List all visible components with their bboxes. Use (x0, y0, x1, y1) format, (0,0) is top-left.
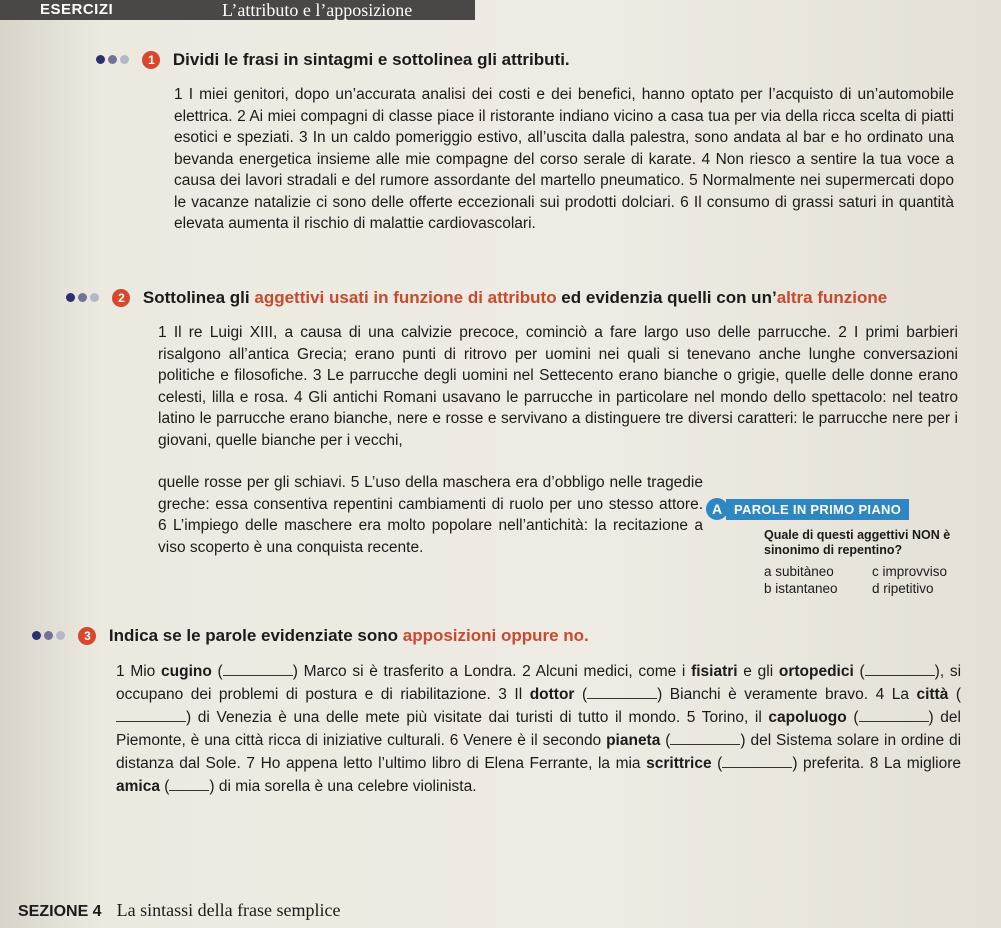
option-c[interactable]: c improvviso (872, 564, 948, 579)
exercise-number: 1 (142, 51, 160, 69)
box-letter: A (706, 498, 728, 520)
option-d[interactable]: d ripetitivo (872, 581, 934, 596)
exercise-1-text: 1 I miei genitori, dopo un’accurata analisi dei costi e dei benefici, hanno optato per l’acquisto di un’automobile elettrica. 2 Ai miei compagni di classe piace il ristorante indiano vicino a casa tua per via della ricca scelta di piatti esotici e speziati. 3 In un caldo pomeriggio estivo, all’uscita dalla palestra, sono andata al bar e ho ordinato una bevanda energetica insieme alle mie compagne del corso serale di karate. 4 Non riesco a sentire la tua voce a causa dei lavori stradali e del rumore assordante del martello pneumatico. 5 Normalmente nei supermercati dopo le vacanze natalizie ci sono delle offerte eccezionali sui prodotti dolciari. 6 Il consumo di grassi saturi in quantità elevata aumenta il rischio di malattie cardiovascolari. (174, 86, 954, 232)
exercise-3-heading (32, 626, 589, 646)
exercise-number: 2 (112, 289, 130, 307)
section-label: SEZIONE 4 (18, 903, 102, 920)
section-footer (18, 900, 341, 921)
header-bar (0, 0, 475, 20)
words-box (706, 498, 956, 596)
difficulty-dots (66, 289, 102, 307)
option-b[interactable]: b istantaneo (764, 581, 838, 596)
header-tag: ESERCIZI (40, 1, 114, 18)
answer-blank[interactable] (169, 776, 209, 791)
answer-blank[interactable] (865, 661, 935, 676)
box-question: Quale di questi aggettivi NON è sinonimo di repentino? (764, 528, 951, 557)
exercise-title: Sottolinea gli aggettivi usati in funzione di attributo ed evidenzia quelli con un’altra funzione (142, 288, 888, 307)
exercise-title: Dividi le frasi in sintagmi e sottolinea gli attributi. (172, 50, 570, 69)
box-options (764, 564, 956, 596)
exercise-3-text: 1 Mio cugino ( ) Marco si è trasferito a Londra. 2 Alcuni medici, come i fisiatri e gli ortopedici ( ), si occupano dei problemi di postura e di riabilitazione. 3 Il dottor ( ) Bianchi è veramente bravo. 4 La città () di Venezia è una delle mete più visitate dai turisti di tutto il mondo. 5 Torino, il capoluogo ( ) del Piemonte, è una città ricca di iniziative culturali. 6 Venere è il secondo pianeta ( ) del Sistema solare in ordine di distanza dal Sole. 7 Ho appena letto l’ultimo libro di Elena Ferrante, la mia scrittrice ( ) preferita. 8 La migliore amica ( ) di mia sorella è una celebre violinista. (116, 663, 962, 795)
exercise-2-heading (66, 288, 887, 308)
box-title: PAROLE IN PRIMO PIANO (726, 499, 909, 520)
section-title: La sintassi della frase semplice (116, 900, 341, 920)
answer-blank[interactable] (116, 707, 186, 722)
difficulty-dots (96, 51, 132, 69)
answer-blank[interactable] (859, 707, 929, 722)
exercise-2-text-continued: quelle rosse per gli schiavi. 5 L’uso della maschera era d’obbligo nelle tragedie greche: essa consentiva repentini cambiamenti di ruolo per uno stesso attore. 6 L’impiego delle maschere era molto popolare nell’antichità: la recitazione a viso scoperto è una conquista recente. (158, 474, 703, 556)
header-title: L’attributo e l’apposizione (222, 0, 413, 20)
option-a[interactable]: a subitàneo (764, 564, 834, 579)
exercise-number: 3 (78, 627, 96, 645)
exercise-2-text: 1 Il re Luigi XIII, a causa di una calvizie precoce, cominciò a fare largo uso delle parrucche. 2 I primi barbieri risalgono all’antica Grecia; erano punti di ritrovo per uomini nei quali si tenevano anche lunghe conversazioni politiche e filosofiche. 3 Le parrucche degli uomini nel Settecento erano bianche o grigie, quelle delle donne erano celesti, lilla e rosa. 4 Gli antichi Romani usavano le parrucche in particolare nel mondo dello spettacolo: nel teatro latino le parrucche erano bianche, nere e rosse e servivano a distinguere tre diversi caratteri: le parrucche nere per i giovani, quelle bianche per i vecchi, (158, 324, 958, 449)
answer-blank[interactable] (223, 661, 293, 676)
answer-blank[interactable] (722, 753, 792, 768)
answer-blank[interactable] (670, 730, 740, 745)
exercise-1-heading (96, 50, 570, 70)
exercise-title: Indica se le parole evidenziate sono apposizioni oppure no. (108, 626, 589, 645)
answer-blank[interactable] (587, 684, 657, 699)
difficulty-dots (32, 627, 68, 645)
